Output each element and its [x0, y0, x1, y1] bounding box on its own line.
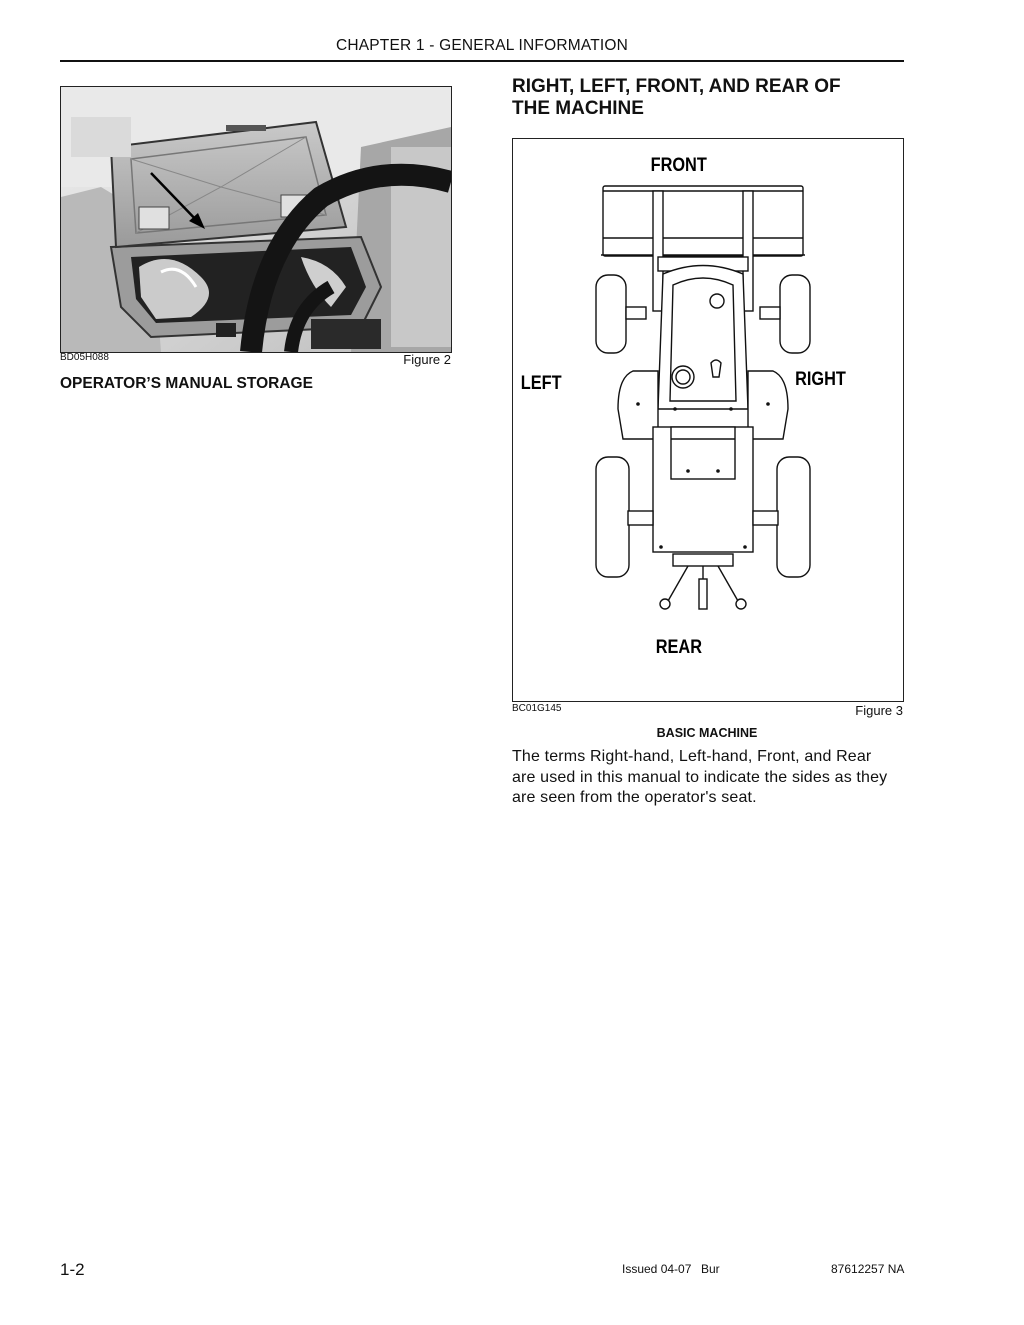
header-rule — [60, 60, 904, 62]
part-number: 87612257 NA — [831, 1262, 905, 1276]
left-label: LEFT — [520, 371, 562, 394]
machine-top-view — [513, 139, 903, 701]
section-heading — [512, 76, 904, 120]
figure-3-caption: BASIC MACHINE — [656, 726, 758, 740]
figure-2-id: BD05H088 — [60, 352, 109, 363]
figure-3-diagram — [512, 138, 904, 702]
machine-outline — [596, 186, 810, 609]
figure-2-caption: OPERATOR’S MANUAL STORAGE — [60, 375, 313, 392]
body-paragraph — [512, 747, 905, 809]
storage-compartment-photo — [61, 87, 451, 352]
section-heading-line-1: RIGHT, LEFT, FRONT, AND REAR OF — [512, 76, 841, 97]
section-heading-line-2: THE MACHINE — [512, 98, 644, 119]
figure-3-id: BC01G145 — [512, 703, 562, 714]
chapter-header: CHAPTER 1 - GENERAL INFORMATION — [335, 37, 629, 54]
right-label: RIGHT — [795, 367, 846, 390]
body-line-3: are seen from the operator's seat. — [512, 789, 757, 806]
figure-2-label: Figure 2 — [403, 352, 451, 367]
page-number: 1-2 — [60, 1260, 85, 1279]
rear-label: REAR — [655, 635, 703, 658]
front-label: FRONT — [650, 153, 707, 176]
issued-date: Issued 04-07 — [622, 1262, 692, 1276]
body-line-1: The terms Right-hand, Left-hand, Front, and Rear — [512, 748, 872, 765]
figure-2-photo — [60, 86, 452, 353]
figure-3-label: Figure 3 — [855, 703, 903, 718]
body-line-2: are used in this manual to indicate the sides as they — [512, 768, 888, 786]
plant-code: Bur — [701, 1262, 720, 1276]
